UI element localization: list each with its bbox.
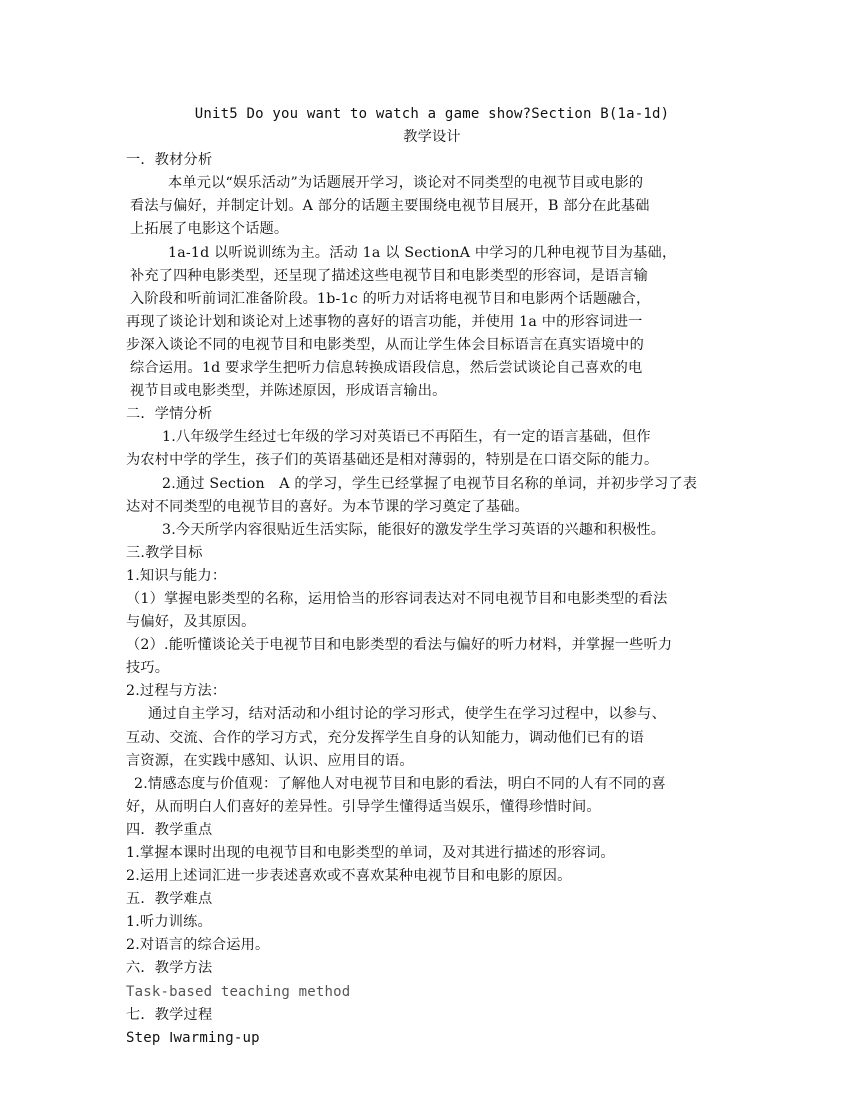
subheading-knowledge-ability: 1.知识与能力：: [126, 567, 227, 584]
paragraph-line: 步深入谈论不同的电视节目和电影类型，从而让学生体会目标语言在真实语境中的: [126, 336, 644, 353]
list-item: 2.对语言的综合运用。: [126, 937, 270, 954]
section-heading-teaching-process: 七．教学过程: [126, 1006, 213, 1023]
section-heading-key-points: 四．教学重点: [126, 821, 213, 838]
paragraph-line: 为农村中学的学生，孩子们的英语基础还是相对薄弱的，特别是在口语交际的能力。: [126, 452, 659, 469]
section-heading-student-analysis: 二．学情分析: [126, 406, 213, 423]
paragraph-line: 与偏好，及其原因。: [126, 614, 256, 631]
paragraph-line: 好，从而明白人们喜好的差异性。引导学生懂得适当娱乐，懂得珍惜时间。: [126, 798, 601, 815]
list-item: 1.掌握本课时出现的电视节目和电影类型的单词，及对其进行描述的形容词。: [126, 845, 615, 861]
document-body: [126, 103, 738, 1050]
paragraph-line: 1.八年级学生经过七年级的学习对英语已不再陌生，有一定的语言基础，但作: [162, 429, 651, 446]
section-heading-textbook-analysis: 一．教材分析: [126, 152, 213, 169]
paragraph-line: 上拓展了电影这个话题。: [130, 221, 289, 238]
section-heading-teaching-method: 六．教学方法: [126, 960, 213, 977]
paragraph-line: （2）.能听懂谈论关于电视节目和电影类型的看法与偏好的听力材料，并掌握一些听力: [126, 637, 673, 654]
paragraph-line: 2.通过 Section A 的学习，学生已经掌握了电视节目名称的单词，并初步学习了表: [162, 475, 698, 492]
paragraph-line: 补充了四种电影类型，还呈现了描述这些电视节目和电影类型的形容词，是语言输: [130, 267, 648, 284]
paragraph-line: 1a-1d 以听说训练为主。活动 1a 以 SectionA 中学习的几种电视节目为基础，: [168, 244, 677, 261]
paragraph-line: 达对不同类型的电视节目的喜好。为本节课的学习奠定了基础。: [126, 498, 529, 515]
list-item: 1.听力训练。: [126, 914, 212, 931]
paragraph-line: 看法与偏好，并制定计划。A 部分的话题主要围绕电视节目展开，B 部分在此基础: [130, 198, 650, 215]
paragraph-line: 再现了谈论计划和谈论对上述事物的喜好的语言功能，并使用 1a 中的形容词进一: [126, 313, 643, 330]
list-item: 2.运用上述词汇进一步表述喜欢或不喜欢某种电视节目和电影的原因。: [126, 868, 572, 885]
document-subtitle: 教学设计: [403, 129, 461, 146]
teaching-method-text: Task-based teaching method: [126, 983, 351, 1000]
section-heading-teaching-goals: 三.教学目标: [126, 544, 203, 561]
document-title: Unit5 Do you want to watch a game show?Section B(1a-1d): [194, 106, 670, 122]
paragraph-line: 技巧。: [126, 660, 170, 677]
paragraph-line: 2.情感态度与价值观：了解他人对电视节目和电影的看法，明白不同的人有不同的喜: [134, 775, 666, 792]
paragraph-line: 互动、交流、合作的学习方式，充分发挥学生自身的认知能力，调动他们已有的语: [126, 729, 644, 746]
paragraph-line: 3.今天所学内容很贴近生活实际，能很好的激发学生学习英语的兴趣和积极性。: [162, 521, 666, 538]
section-heading-difficulties: 五．教学难点: [126, 891, 213, 908]
step-heading: Step Ⅰwarming-up: [126, 1029, 260, 1046]
paragraph-line: 言资源，在实践中感知、认识、应用目的语。: [126, 752, 414, 769]
paragraph-line: 综合运用。1d 要求学生把听力信息转换成语段信息，然后尝试谈论自己喜欢的电: [130, 360, 643, 377]
paragraph-line: 本单元以“娱乐活动”为话题展开学习，谈论对不同类型的电视节目或电影的: [168, 175, 644, 192]
paragraph-line: 通过自主学习，结对活动和小组讨论的学习形式，使学生在学习过程中，以参与、: [148, 706, 666, 723]
subheading-process-method: 2.过程与方法：: [126, 683, 227, 700]
paragraph-line: （1）掌握电影类型的名称，运用恰当的形容词表达对不同电视节目和电影类型的看法: [126, 590, 668, 607]
paragraph-line: 入阶段和听前词汇准备阶段。1b-1c 的听力对话将电视节目和电影两个话题融合，: [130, 290, 651, 307]
paragraph-line: 视节目或电影类型，并陈述原因，形成语言输出。: [130, 383, 447, 400]
